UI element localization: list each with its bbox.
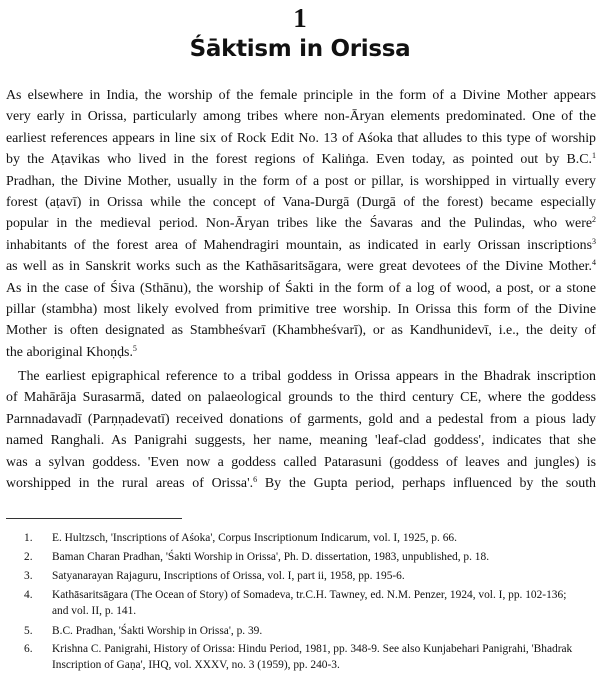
paragraph-1 — [6, 85, 596, 363]
footnote-text: Satyanarayan Rajaguru, Inscriptions of Orissa, vol. I, part ii, 1958, pp. 195-6. — [52, 570, 405, 582]
footnote-number: 6. — [24, 643, 33, 655]
text-line: inhabitants of the forest area of Mahendragiri mountain, as indicated in early Orissan inscriptions$^3$ — [6, 236, 596, 253]
chapter-title: Śāktism in Orissa — [189, 36, 411, 62]
footnote-number: 2. — [24, 551, 33, 563]
footnote-ref-5: 5 — [132, 343, 137, 353]
text-line: pillar (stambha) most likely evolved from primitive tree worship. In Orissa this form of the Divine — [6, 301, 596, 317]
text-line: worshipped in the rural areas of Orissa'.$^6$ By the Gupta period, perhaps influenced by the south — [6, 474, 596, 491]
text-line: As in the case of Śiva (Sthānu), the worship of Śakti in the form of a log of wood, a post, or a stone — [6, 280, 596, 296]
text-line: named Ranghali. As Panigrahi suggests, her name, meaning 'leaf-clad goddess', indicates that she — [6, 433, 596, 449]
footnote-number: 4. — [24, 589, 33, 601]
footnote-ref-1: 1 — [592, 151, 596, 161]
text-line: of Mahārāja Surasarmā, dated on palaeological grounds to the third century CE, where the goddess — [6, 390, 596, 406]
text-line: was a sylvan goddess. 'Even now a goddess called Patarasuni (goddess of leaves and jungles) is — [6, 454, 596, 470]
footnote-number: 3. — [24, 570, 33, 582]
text-line: forest (aṭavī) in Orissa while the concept of Vana-Durgā (Durgā of the forest) became especially — [6, 194, 596, 210]
footnote-text: Baman Charan Pradhan, 'Śakti Worship in Orissa', Ph. D. dissertation, 1983, unpublished, p. 18. — [52, 551, 490, 563]
paragraph-2 — [6, 366, 596, 494]
footnote-ref-3: 3 — [592, 236, 596, 246]
text-line: very early in Orissa, particularly among tribes where non-Āryan elements predominated. One of the — [6, 109, 596, 125]
footnote-text: B.C. Pradhan, 'Śakti Worship in Orissa', p. 39. — [52, 625, 263, 637]
text-line: As elsewhere in India, the worship of the female principle in the form of a Divine Mother appears — [6, 88, 596, 103]
text-line: The earliest epigraphical reference to a tribal goddess in Orissa appears in the Bhadrak inscription — [18, 369, 596, 384]
footnote-divider — [6, 518, 182, 519]
text-line: earliest references appears in line six of Rock Edit No. 13 of Aśoka that alludes to this type of worship — [6, 130, 596, 146]
footnote-ref-4: 4 — [592, 258, 596, 268]
chapter-number: 1 — [293, 3, 307, 33]
text-line: popular in the medieval period. Non-Āryan tribes like the Śavaras and the Pulindas, who were$^2$ — [6, 215, 596, 232]
text-line: the aboriginal Khoṇḍs.$^5$ — [6, 343, 137, 360]
text-line: Mother is often designated as Stambheśvarī (Khambheśvarī), or as Kandhunidevī, i.e., the deity of — [6, 323, 596, 339]
text-line: Pradhan, the Divine Mother, usually in the form of a post or pillar, is worshipped in virtually every — [6, 173, 596, 189]
footnote-number: 5. — [24, 625, 33, 637]
text-line: Parnnadavadī (Parṇṇadevatī) received donations of garments, gold and a pedestal from a pious lady — [6, 411, 596, 427]
text-line: by the Aṭavikas who lived in the forest regions of Kaliṅga. Even today, as pointed out by B.C.$^1$ — [6, 151, 596, 168]
footnote-ref-2: 2 — [592, 215, 596, 225]
text-line: as well as in Sanskrit works such as the Kathāsaritsāgara, were great devotees of the Divine Mother.$^4$ — [6, 258, 596, 275]
footnote-text: Kathāsaritsāgara (The Ocean of Story) of Somadeva, tr.C.H. Tawney, ed. N.M. Penzer, 1924, vol. I, pp. 102-136; and vol. II, p. 141. — [52, 589, 567, 617]
footnote-number: 1. — [24, 532, 33, 544]
footnote-text: Krishna C. Panigrahi, History of Orissa: Hindu Period, 1981, pp. 348-9. See also Kunjabehari Panigrahi, 'Bhadrak Inscription of Gaṇa', IHQ, vol. XXXV, no. 3 (1959), pp. 240-3. — [52, 643, 573, 671]
footnote-text: E. Hultzsch, 'Inscriptions of Aśoka', Corpus Inscriptionum Indicarum, vol. I, 1925, p. 66. — [52, 532, 457, 544]
footnote-ref-6: 6 — [253, 474, 258, 484]
